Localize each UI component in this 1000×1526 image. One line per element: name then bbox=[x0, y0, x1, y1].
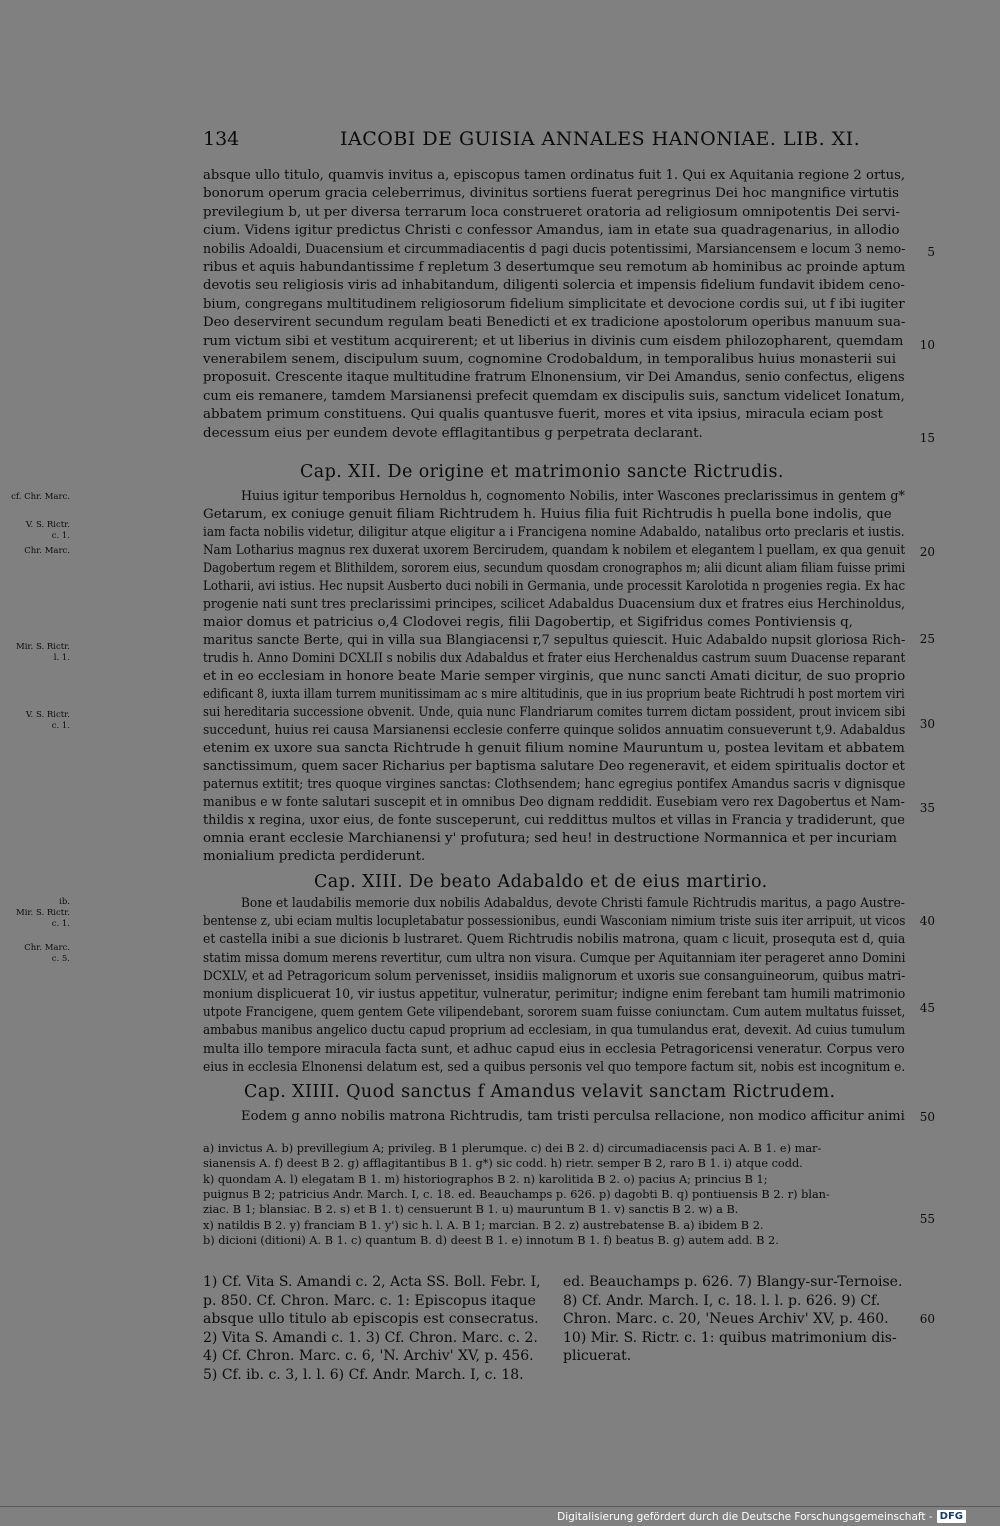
apparatus-line: a) invictus A. b) previllegium A; privileg. B 1 plerumque. c) dei B 2. d) circumadiacensis paci A. B 1. e) mar- bbox=[203, 1142, 822, 1155]
line-number: 25 bbox=[919, 632, 935, 646]
text-line: Getarum, ex coniuge genuit filiam Richtrudem h. Huius filia fuit Richtrudis h puella bone indolis, que bbox=[203, 507, 892, 522]
chapter-12-title: Cap. XII. De origine et matrimonio sancte Rictrudis. bbox=[300, 462, 784, 482]
text-line: multa illo tempore miracula facta sunt, et adhuc capud eius in ecclesia Petragoricensi veneratur. Corpus vero bbox=[203, 1042, 905, 1057]
footnote-line: 10) Mir. S. Rictr. c. 1: quibus matrimonium dis- bbox=[563, 1330, 897, 1346]
text-line: Deo deservirent secundum regulam beati Benedicti et ex tradicione apostolorum operibus manuum sua- bbox=[203, 315, 906, 330]
footnote-line: Chron. Marc. c. 20, 'Neues Archiv' XV, p. 460. bbox=[563, 1311, 889, 1327]
line-number: 45 bbox=[919, 1001, 935, 1015]
text-line: bium, congregans multitudinem religiosorum fidelium simplicitate et devocione cordis sui, ut f ibi iugiter bbox=[203, 297, 905, 312]
chapter-13-title: Cap. XIII. De beato Adabaldo et de eius martirio. bbox=[314, 872, 768, 892]
chapter-14-title: Cap. XIIII. Quod sanctus f Amandus velavit sanctam Rictrudem. bbox=[244, 1082, 836, 1102]
text-line: cum eis remanere, tamdem Marsianensi prefecit quemdam ex discipulis suis, sanctum videlicet Ionatum, bbox=[203, 389, 905, 404]
text-line: rum victum sibi et vestitum acquirerent; et ut liberius in divinis cum eisdem philozopharent, quemdam bbox=[203, 334, 904, 349]
footnote-line: 2) Vita S. Amandi c. 1. 3) Cf. Chron. Marc. c. 2. bbox=[203, 1330, 538, 1346]
text-line: proposuit. Crescente itaque multitudine fratrum Elnonensium, vir Dei Amandus, senio confectus, eligens bbox=[203, 370, 905, 385]
line-number: 60 bbox=[919, 1312, 935, 1326]
line-number: 55 bbox=[919, 1212, 935, 1226]
line-number: 50 bbox=[919, 1110, 935, 1124]
margin-note: c. 1. bbox=[51, 531, 70, 541]
text-line: decessum eius per eundem devote efflagitantibus g perpetrata declarant. bbox=[203, 426, 703, 441]
line-number: 5 bbox=[927, 245, 935, 259]
footnote-line: 1) Cf. Vita S. Amandi c. 2, Acta SS. Boll. Febr. I, bbox=[203, 1274, 541, 1290]
margin-note: Chr. Marc. bbox=[24, 943, 70, 953]
text-line: iam facta nobilis videtur, diligitur atque eligitur a i Francigena nomine Adabaldo, natalibus orto preclaris et iustis. bbox=[203, 525, 905, 540]
text-line: etenim ex uxore sua sancta Richtrude h genuit filium nomine Mauruntum u, postea levitam et abbatem bbox=[203, 741, 905, 756]
text-line: statim missa domum merens revertitur, cum ultra non visura. Cumque per Aquitanniam iter perageret anno Domini bbox=[203, 951, 906, 966]
text-line: previlegium b, ut per diversa terrarum loca construeret oratoria ad religiosum omnipotentis Dei servi- bbox=[203, 205, 900, 220]
text-line: edificant 8, iuxta illam turrem munitissimam ac s mire altitudinis, que in ius proprium beate Richtrudi h post mortem viri bbox=[203, 687, 905, 702]
footnote-line: 8) Cf. Andr. March. I, c. 18. l. l. p. 626. 9) Cf. bbox=[563, 1293, 881, 1309]
text-line: utpote Francigene, quem gentem Gete vilipendebant, sororem suam fuisse coniunctam. Cum autem multatus fuisset, bbox=[203, 1005, 906, 1020]
running-head: IACOBI DE GUISIA ANNALES HANONIAE. LIB. XI. bbox=[340, 128, 861, 150]
footnote-line: ed. Beauchamps p. 626. 7) Blangy-sur-Ternoise. bbox=[563, 1274, 903, 1290]
text-line: maritus sancte Berte, qui in villa sua Blangiacensi r,7 sepultus quiescit. Huic Adabaldo nupsit gloriosa Rich- bbox=[203, 633, 906, 648]
margin-note: c. 5. bbox=[51, 954, 70, 964]
page-number: 134 bbox=[203, 128, 240, 150]
apparatus-line: b) dicioni (ditioni) A. B 1. c) quantum B. d) deest B 1. e) innotum B 1. f) beatus B. g) autem add. B 2. bbox=[203, 1234, 779, 1247]
text-line: Huius igitur temporibus Hernoldus h, cognomento Nobilis, inter Wascones preclarissimus in gentem g* bbox=[241, 489, 905, 504]
apparatus-line: k) quondam A. l) elegatam B 1. m) historiographos B 2. n) karolitida B 2. o) pacius A; princius B 1; bbox=[203, 1173, 768, 1186]
apparatus-line: x) natildis B 2. y) franciam B 1. y') sic h. l. A. B 1; marcian. B 2. z) austrebatense B. a) ibidem B 2. bbox=[203, 1219, 764, 1232]
margin-note: Chr. Marc. bbox=[24, 546, 70, 556]
text-line: absque ullo titulo, quamvis invitus a, episcopus tamen ordinatus fuit 1. Qui ex Aquitania regione 2 ortus, bbox=[203, 168, 906, 183]
text-line: manibus e w fonte salutari suscepit et in omnibus Deo dignam reddidit. Eusebiam vero rex Dagobertus et Nam- bbox=[203, 795, 905, 810]
line-number: 30 bbox=[919, 717, 935, 731]
margin-note: V. S. Rictr. bbox=[25, 710, 70, 720]
text-line: Bone et laudabilis memorie dux nobilis Adabaldus, devote Christi famule Richtrudis maritus, a pago Austre- bbox=[241, 896, 905, 911]
line-number: 40 bbox=[919, 914, 935, 928]
text-line: monium displicuerat 10, vir iustus appetitur, vulneratur, perimitur; indigne enim ferebant tam humili matrimonio bbox=[203, 987, 906, 1002]
text-line: abbatem primum constituens. Qui qualis quantusve fuerit, mores et vita ipsius, miracula eciam post bbox=[203, 407, 883, 422]
dfg-logo: DFG bbox=[937, 1510, 966, 1523]
text-line: et in eo ecclesiam in honore beate Marie semper virginis, que nunc sancti Amati dicitur, de suo proprio bbox=[203, 669, 906, 684]
text-line: cium. Videns igitur predictus Christi c confessor Amandus, iam in etate sua quadragenarius, in allodio bbox=[203, 223, 900, 238]
text-line: sui hereditaria successione obvenit. Unde, quia nunc Flandriarum comites turrem dictam possident, prout invicem sibi bbox=[203, 705, 906, 720]
text-line: ribus et aquis habundantissime f repletum 3 desertumque seu remotum ab hominibus ac proinde aptum bbox=[203, 260, 906, 275]
line-number: 10 bbox=[919, 338, 935, 352]
text-line: Lotharii, avi istius. Hec nupsit Ausberto duci nobili in Germania, unde processit Karolotida n progenies regia. Ex hac bbox=[203, 579, 906, 594]
margin-note: c. 1. bbox=[51, 919, 70, 929]
margin-note: Mir. S. Rictr. bbox=[15, 642, 70, 652]
text-line: ambabus manibus angelico ductu capud proprium ad ecclesiam, in qua tumulandus erat, devexit. Ad cuius tumulum bbox=[203, 1023, 906, 1038]
footer-text: Digitalisierung gefördert durch die Deutsche Forschungsgemeinschaft - bbox=[557, 1510, 933, 1523]
text-line: omnia erant ecclesie Marchianensi y' profutura; sed heu! in destructione Normannica et per incuriam bbox=[203, 831, 897, 846]
text-line: devotis seu religiosis viris ad inhabitandum, diligenti solercia et impensis fidelium fundavit ibidem ceno- bbox=[203, 278, 905, 293]
text-line: Nam Lotharius magnus rex duxerat uxorem Bercirudem, quandam k nobilem et elegantem l puellam, ex qua genuit bbox=[203, 543, 906, 558]
margin-note: Mir. S. Rictr. bbox=[15, 908, 70, 918]
margin-note: cf. Chr. Marc. bbox=[11, 492, 70, 502]
footnote-line: absque ullo titulo ab episcopis est consecratus. bbox=[203, 1311, 539, 1327]
apparatus-line: puignus B 2; patricius Andr. March. I, c. 18. ed. Beauchamps p. 626. p) dagobti B. q) pontiuensis B 2. r) blan- bbox=[203, 1188, 830, 1201]
text-line: monialium predicta perdiderunt. bbox=[203, 849, 426, 864]
text-line: nobilis Adoaldi, Duacensium et circummadiacentis d pagi ducis potentissimi, Marsiancensem e locum 3 nemo- bbox=[203, 242, 906, 257]
margin-note: l. 1. bbox=[53, 653, 70, 663]
line-number: 20 bbox=[919, 545, 935, 559]
margin-note: ib. bbox=[59, 897, 70, 907]
line-number: 35 bbox=[919, 801, 935, 815]
text-line: venerabilem senem, discipulum suum, cognomine Crodobaldum, in temporalibus huius monasterii sui bbox=[203, 352, 896, 367]
text-line: thildis x regina, uxor eius, de fonte susceperunt, cui reddittus multos et villas in Francia y tradiderunt, que bbox=[203, 813, 905, 828]
text-line: succedunt, huius rei causa Marsianensi ecclesie conferre quinque solidos annuatim consueverunt t,9. Adabaldus bbox=[203, 723, 906, 738]
text-line: paternus extitit; tres quoque virgines sanctas: Clothsendem; hanc egregius pontifex Amandus sacris v dignisque bbox=[203, 777, 906, 792]
text-line: bentense z, ubi eciam multis locupletabatur possessionibus, eundi Wasconiam nimium triste suis iter arripuit, ut vicos bbox=[203, 914, 906, 929]
footnote-line: 4) Cf. Chron. Marc. c. 6, 'N. Archiv' XV, p. 456. bbox=[203, 1348, 534, 1364]
footer-rule bbox=[0, 1506, 1000, 1507]
text-line: Eodem g anno nobilis matrona Richtrudis, tam tristi perculsa rellacione, non modico afficitur animi bbox=[241, 1109, 905, 1124]
line-number: 15 bbox=[919, 431, 935, 445]
text-line: eius in ecclesia Elnonensi delatum est, sed a quibus personis vel quo tempore factum sit, nobis est incognitum e. bbox=[203, 1060, 906, 1075]
dfg-footer bbox=[557, 1510, 966, 1523]
margin-note: V. S. Rictr. bbox=[25, 520, 70, 530]
text-line: et castella inibi a sue dicionis b lustraret. Quem Richtrudis nobilis matrona, quam c licuit, prosequta est d, quia bbox=[203, 932, 906, 947]
apparatus-line: ziac. B 1; blansiac. B 2. s) et B 1. t) censuerunt B 1. u) mauruntum B 1. v) sanctis B 2. w) a B. bbox=[203, 1203, 739, 1216]
footnote-line: plicuerat. bbox=[563, 1348, 632, 1364]
apparatus-line: sianensis A. f) deest B 2. g) afflagitantibus B 1. g*) sic codd. h) rietr. semper B 2, raro B 1. i) atque codd. bbox=[203, 1157, 803, 1170]
footnote-line: p. 850. Cf. Chron. Marc. c. 1: Episcopus itaque bbox=[203, 1293, 536, 1309]
text-line: trudis h. Anno Domini DCXLII s nobilis dux Adabaldus et frater eius Herchenaldus castrum suum Duacense reparant bbox=[203, 651, 906, 666]
text-line: Dagobertum regem et Blithildem, sororem eius, secundum quosdam cronographos m; alii dicunt aliam filiam fuisse primi bbox=[203, 561, 906, 576]
text-line: maior domus et patricius o,4 Clodovei regis, filii Dagobertip, et Sigifridus comes Pontiviensis q, bbox=[203, 615, 853, 630]
text-line: progenie nati sunt tres preclarissimi principes, scilicet Adabaldus Duacensium dux et fratres eius Herchinoldus, bbox=[203, 597, 906, 612]
text-line: bonorum operum gracia celeberrimus, divinitus sortiens fuerat peregrinus Dei hoc mangnifice virtutis bbox=[203, 186, 899, 201]
text-line: sanctissimum, quem sacer Richarius per baptisma salutare Deo regeneravit, et eidem spiritualis doctor et bbox=[203, 759, 905, 774]
margin-note: c. 1. bbox=[51, 721, 70, 731]
text-line: DCXLV, et ad Petragoricum solum pervenisset, insidiis malignorum et uxoris sue consanguineorum, quibus matri- bbox=[203, 969, 906, 984]
footnote-line: 5) Cf. ib. c. 3, l. l. 6) Cf. Andr. March. I, c. 18. bbox=[203, 1367, 524, 1383]
